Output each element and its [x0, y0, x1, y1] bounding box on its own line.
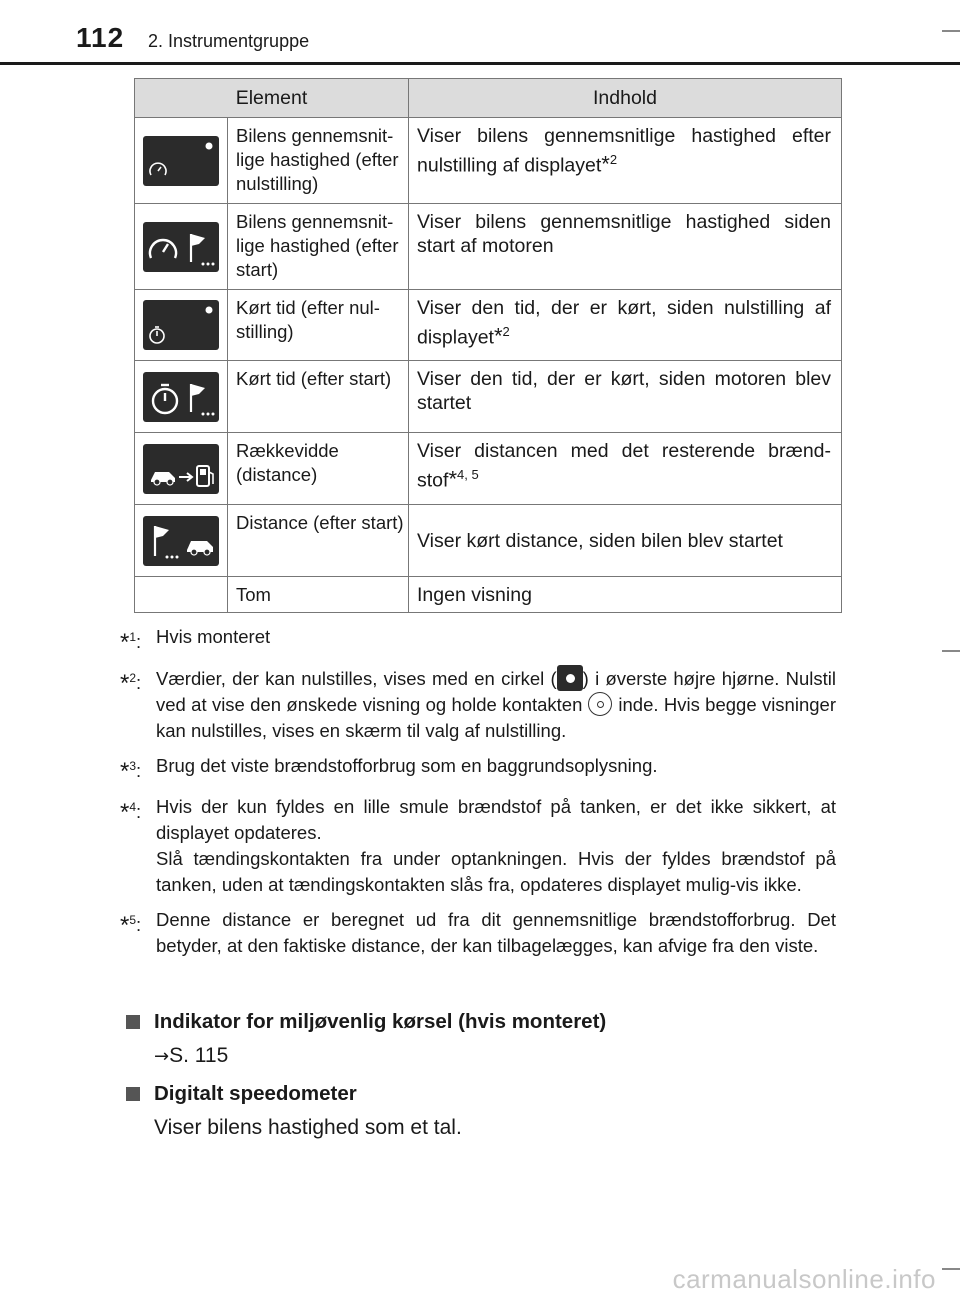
- car-to-fuel-icon: [143, 444, 219, 494]
- icon-cell: [135, 361, 228, 433]
- footnote-text: Brug det viste brændstofforbrug som en baggrundsoplysning.: [156, 755, 658, 776]
- section-text: Viser bilens hastighed som et tal.: [154, 1116, 462, 1139]
- content-text: Viser bilens gennemsnitlige hastighed efter nulstilling af displayet: [417, 125, 831, 177]
- table-row: [135, 118, 842, 204]
- stopwatch-reset-icon: [143, 300, 219, 350]
- speedometer-start-flag-icon: [143, 222, 219, 272]
- section-eco-driving-indicator: [126, 1010, 846, 1068]
- footnote-3: [120, 753, 836, 785]
- footnote-ref: 2: [502, 324, 510, 339]
- footnote-5: [120, 907, 836, 959]
- header-rule: [0, 62, 960, 65]
- content-description: [409, 204, 842, 290]
- content-description: Viser distancen med det resterende brænd-stof*$^{4, 5}$: [409, 433, 842, 505]
- watermark: carmanualsonline.info: [672, 1264, 936, 1294]
- icon-cell: [135, 505, 228, 577]
- footnote-4: [120, 794, 836, 898]
- section-digital-speedometer: [126, 1082, 846, 1140]
- footnote-marker: *$^2$:: [120, 670, 142, 697]
- icon-cell: [135, 204, 228, 290]
- footnote-text: Værdier, der kan nulstilles, vises med en cirkel ( ) i øverste højre hjørne. Nulstil ved at vise den ønskede visning og holde kontakten inde. Hvis begge visninger kan nulstilles, vises en skærm til valg af nulstilling.: [156, 665, 836, 744]
- content-description: [409, 577, 842, 613]
- content-description: [409, 361, 842, 433]
- content-text: Viser kørt distance, siden bilen blev startet: [417, 529, 783, 552]
- element-label: Rækkevidde (distance): [228, 433, 409, 505]
- footnote-ref: 4, 5: [457, 467, 479, 482]
- table-row: [135, 433, 842, 505]
- display-items-table: [134, 78, 842, 613]
- speedometer-reset-icon: [143, 136, 219, 186]
- column-header-element: Element: [135, 79, 409, 118]
- footnote-marker: *$^4$:: [120, 799, 142, 826]
- square-bullet-icon: [126, 1087, 140, 1101]
- content-description: [409, 505, 842, 577]
- table-row: [135, 505, 842, 577]
- stopwatch-start-flag-icon: [143, 372, 219, 422]
- content-text: Viser bilens gennemsnitlige hastighed siden start af motoren: [417, 211, 831, 257]
- edge-mark: [942, 650, 960, 652]
- column-header-content: Indhold: [409, 79, 842, 118]
- arrow-right-icon: →: [154, 1046, 170, 1067]
- footnote-1: [120, 624, 836, 656]
- icon-cell: [135, 118, 228, 204]
- element-label: Distance (efter start): [228, 505, 409, 577]
- section-heading: Digitalt speedometer: [126, 1082, 846, 1106]
- footnote-marker: *$^3$:: [120, 758, 142, 785]
- table-row: [135, 204, 842, 290]
- content-text: Viser distancen med det resterende brænd-stof: [417, 440, 831, 492]
- element-label: Kørt tid (efter nul-stilling): [228, 290, 409, 361]
- content-text: Viser den tid, der er kørt, siden motoren blev startet: [417, 368, 831, 414]
- element-label: Tom: [228, 577, 409, 613]
- reset-circle-icon: [557, 665, 583, 691]
- element-label: Kørt tid (efter start): [228, 361, 409, 433]
- flag-to-car-icon: [143, 516, 219, 566]
- square-bullet-icon: [126, 1015, 140, 1029]
- content-text: Viser den tid, der er kørt, siden nulstilling af displayet: [417, 297, 831, 349]
- footnote-2: [120, 665, 836, 744]
- page-reference[interactable]: →S. 115: [154, 1044, 229, 1067]
- table-header-row: [135, 79, 842, 118]
- content-description: Viser bilens gennemsnitlige hastighed efter nulstilling af displayet*$^2$: [409, 118, 842, 204]
- edge-mark: [942, 1268, 960, 1270]
- footnote-text: Slå tændingskontakten fra under optankningen. Hvis der fyldes brændstof på tanken, uden at tændingskontakten slås fra, opdateres displayet mulig-vis ikke.: [156, 848, 836, 895]
- content-description: Viser den tid, der er kørt, siden nulstilling af displayet*$^2$: [409, 290, 842, 361]
- icon-cell: [135, 290, 228, 361]
- page-number: 112: [76, 22, 125, 53]
- table-row: [135, 290, 842, 361]
- footnote-marker: *$^5$:: [120, 912, 142, 939]
- footnote-text: Denne distance er beregnet ud fra dit gennemsnitlige brændstofforbrug. Det betyder, at den faktiske distance, der kan tilbagelægges, kan afvige fra den viste.: [156, 909, 836, 956]
- icon-cell: [135, 577, 228, 613]
- element-label: Bilens gennemsnit-lige hastighed (efter start): [228, 204, 409, 290]
- footnotes: [120, 624, 836, 968]
- footnote-text: Hvis monteret: [156, 626, 271, 647]
- chapter-title: 2. Instrumentgruppe: [148, 31, 310, 51]
- table-row: [135, 361, 842, 433]
- footnote-marker: *$^1$:: [120, 629, 142, 656]
- section-heading: Indikator for miljøvenlig kørsel (hvis monteret): [126, 1010, 846, 1034]
- icon-cell: [135, 433, 228, 505]
- element-label: Bilens gennemsnit-lige hastighed (efter nulstilling): [228, 118, 409, 204]
- table-row: [135, 577, 842, 613]
- footnote-ref: 2: [609, 152, 618, 167]
- edge-mark: [942, 30, 960, 32]
- footnote-text: Hvis der kun fyldes en lille smule brændstof på tanken, er det ikke sikkert, at displayet opdateres.: [156, 796, 836, 843]
- meter-control-switch-icon: [588, 692, 612, 716]
- content-text: Ingen visning: [417, 583, 532, 606]
